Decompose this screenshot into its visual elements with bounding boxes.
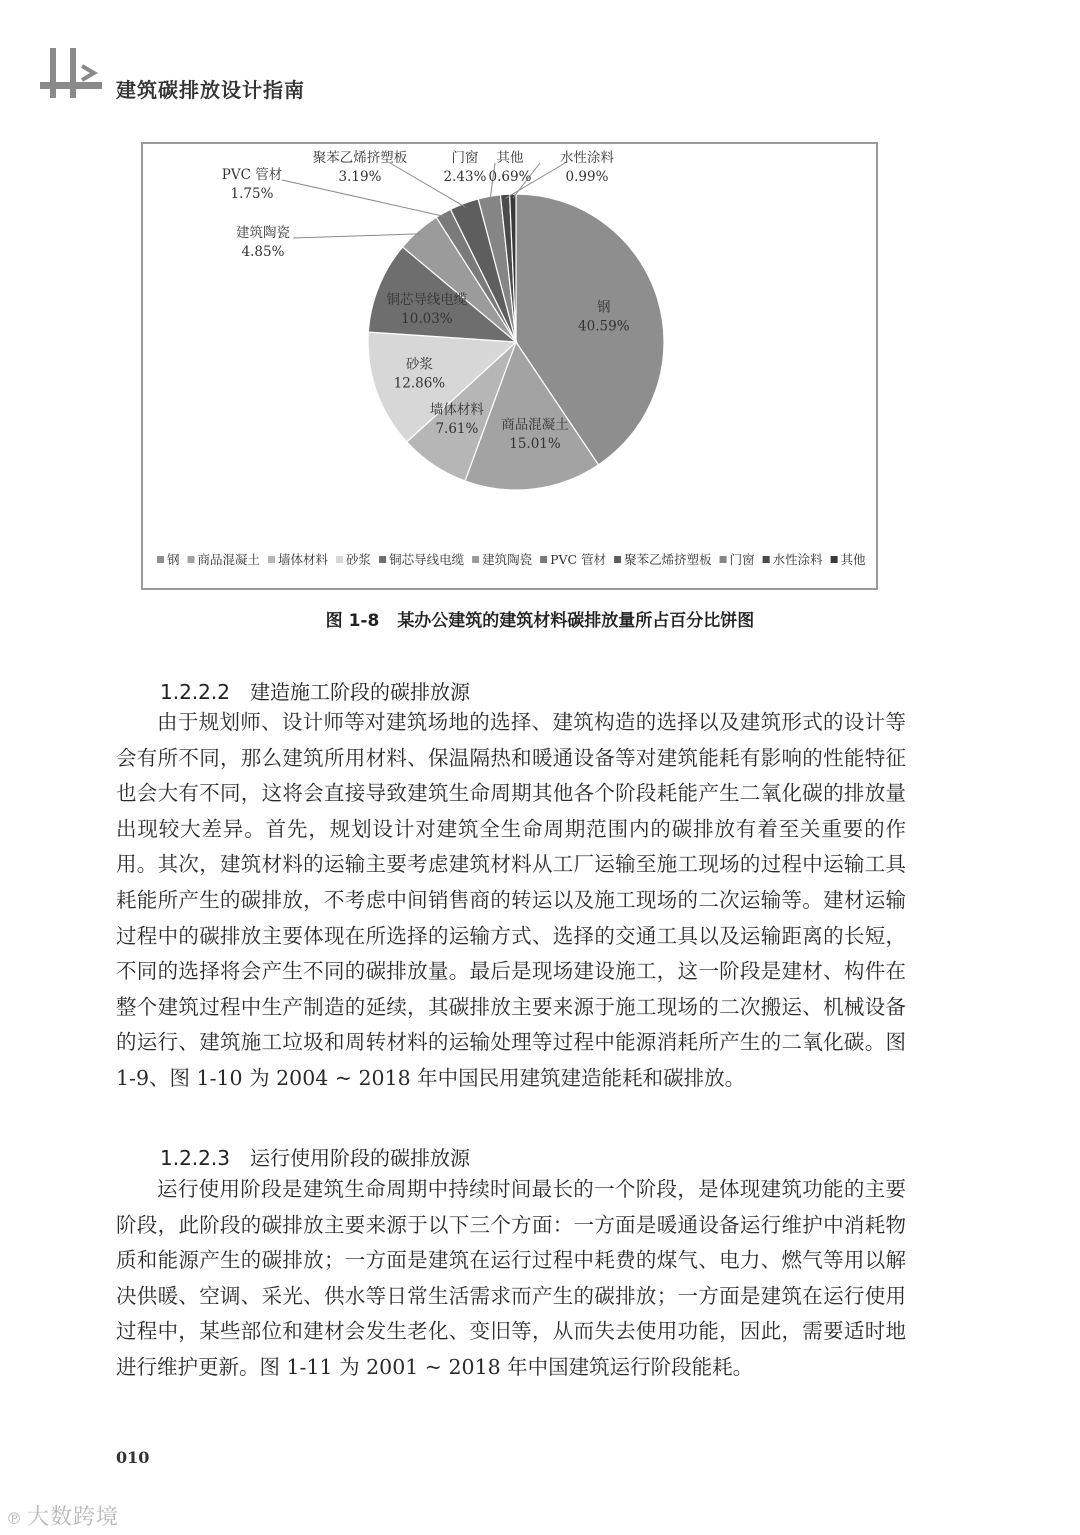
slice-label: 建筑陶瓷: [236, 225, 290, 241]
slice-label: 砂浆: [405, 356, 433, 373]
section-paragraph: 由于规划师、设计师等对建筑场地的选择、建筑构造的选择以及建筑形式的设计等会有所不同，那么建筑所用材料、保温隔热和暖通设备等对建筑能耗有影响的性能特征也会大有不同，这将会直接导致建筑生命周期其他各个阶段耗能产生二氧化碳的排放量出现较大差异。首先，规划设计对建筑全生命周期范围内的碳排放有着至关重要的作用。其次，建筑材料的运输主要考虑建筑材料从工厂运输至施工现场的过程中运输工具耗能所产生的碳排放，不考虑中间销售商的转运以及施工现场的二次运输等。建材运输过程中的碳排放主要体现在所选择的运输方式、选择的交通工具以及运输距离的长短，不同的选择将会产生不同的碳排放量。最后是现场建设施工，这一阶段是建材、构件在整个建筑过程中生产制造的延续，其碳排放主要来源于施工现场的二次搬运、机械设备的运行、建筑施工垃圾和周转材料的运输处理等过程中能源消耗所产生的二氧化碳。图 1-9、图 1-10 为 2004 ~ 2018 年中国民用建筑建造能耗和碳排放。: [116, 710, 906, 1090]
legend-label: 铜芯导线电缆: [389, 552, 465, 567]
pie-chart-svg: [143, 144, 876, 588]
slice-value-label: 4.85%: [241, 244, 285, 260]
legend-label: 墙体材料: [278, 552, 329, 567]
section-paragraph: 运行使用阶段是建筑生命周期中持续时间最长的一个阶段，是体现建筑功能的主要阶段，此阶段的碳排放主要来源于以下三个方面：一方面是暖通设备运行维护中消耗物质和能源产生的碳排放；一方面是建筑在运行过程中耗费的煤气、电力、燃气等用以解决供暖、空调、采光、供水等日常生活需求而产生的碳排放；一方面是建筑在运行使用过程中，某些部位和建材会发生老化、变旧等，从而失去使用功能，因此，需要适时地进行维护更新。图 1-11 为 2001 ~ 2018 年中国建筑运行阶段能耗。: [116, 1177, 906, 1379]
legend-label: 水性涂料: [772, 552, 823, 567]
legend-label: 砂浆: [346, 552, 372, 567]
legend-swatch: [763, 556, 770, 563]
watermark-text: 大数跨境: [27, 1505, 120, 1530]
slice-label: 商品混凝土: [501, 417, 569, 434]
legend-swatch: [720, 556, 727, 563]
legend-swatch: [472, 556, 479, 563]
section-heading: [160, 676, 470, 705]
watermark-logo-icon: ℗: [6, 1509, 23, 1528]
legend-label: 建筑陶瓷: [482, 552, 533, 567]
legend-label: 钢: [167, 552, 180, 567]
legend-label: 聚苯乙烯挤塑板: [624, 552, 712, 567]
slice-label: 聚苯乙烯挤塑板: [312, 150, 408, 166]
section-heading: [160, 1142, 470, 1171]
legend-label: 其他: [840, 552, 866, 567]
legend-label: PVC 管材: [550, 552, 607, 567]
legend-swatch: [379, 556, 386, 563]
slice-value-label: 40.59%: [578, 318, 630, 335]
slice-value-label: 15.01%: [509, 436, 561, 453]
slice-value-label: 1.75%: [230, 186, 274, 202]
slice-label: 墙体材料: [429, 402, 484, 419]
legend-label: 商品混凝土: [197, 552, 261, 567]
section-title: 运行使用阶段的碳排放源: [249, 1146, 470, 1170]
figure-number: 图 1-8: [325, 611, 380, 631]
section-number: 1.2.2.3: [160, 1146, 230, 1170]
legend-swatch: [614, 556, 621, 563]
legend-swatch: [157, 556, 164, 563]
slice-value-label: 10.03%: [401, 310, 453, 327]
slice-value-label: 0.69%: [488, 169, 532, 185]
figure-caption: [0, 606, 1080, 631]
section-title: 建造施工阶段的碳排放源: [249, 680, 470, 704]
legend-label: 门窗: [729, 552, 755, 567]
figure-caption-text: 某办公建筑的建筑材料碳排放量所占百分比饼图: [397, 611, 755, 631]
legend-swatch: [188, 556, 195, 563]
legend-swatch: [268, 556, 275, 563]
slice-value-label: 2.43%: [443, 169, 487, 185]
legend-swatch: [336, 556, 343, 563]
watermark: [6, 1500, 119, 1531]
leader-line: [293, 234, 421, 238]
slice-label: 水性涂料: [560, 150, 614, 166]
slice-value-label: 7.61%: [435, 421, 479, 438]
slice-label: 其他: [496, 150, 524, 166]
leader-line: [282, 180, 445, 217]
slice-label: 钢: [597, 299, 611, 316]
book-title: 建筑碳排放设计指南: [116, 78, 305, 102]
slice-value-label: 12.86%: [393, 375, 446, 392]
legend-swatch: [540, 556, 547, 563]
legend-swatch: [831, 556, 838, 563]
chapter-logo-icon: [40, 44, 104, 100]
pie-chart: [141, 142, 878, 590]
slice-value-label: 0.99%: [565, 169, 609, 185]
slice-label: 铜芯导线电缆: [386, 291, 468, 308]
slice-label: PVC 管材: [221, 167, 283, 183]
slice-label: 门窗: [451, 150, 479, 166]
page-number: 010: [116, 1448, 150, 1467]
slice-value-label: 3.19%: [338, 169, 382, 185]
section-number: 1.2.2.2: [160, 680, 230, 704]
